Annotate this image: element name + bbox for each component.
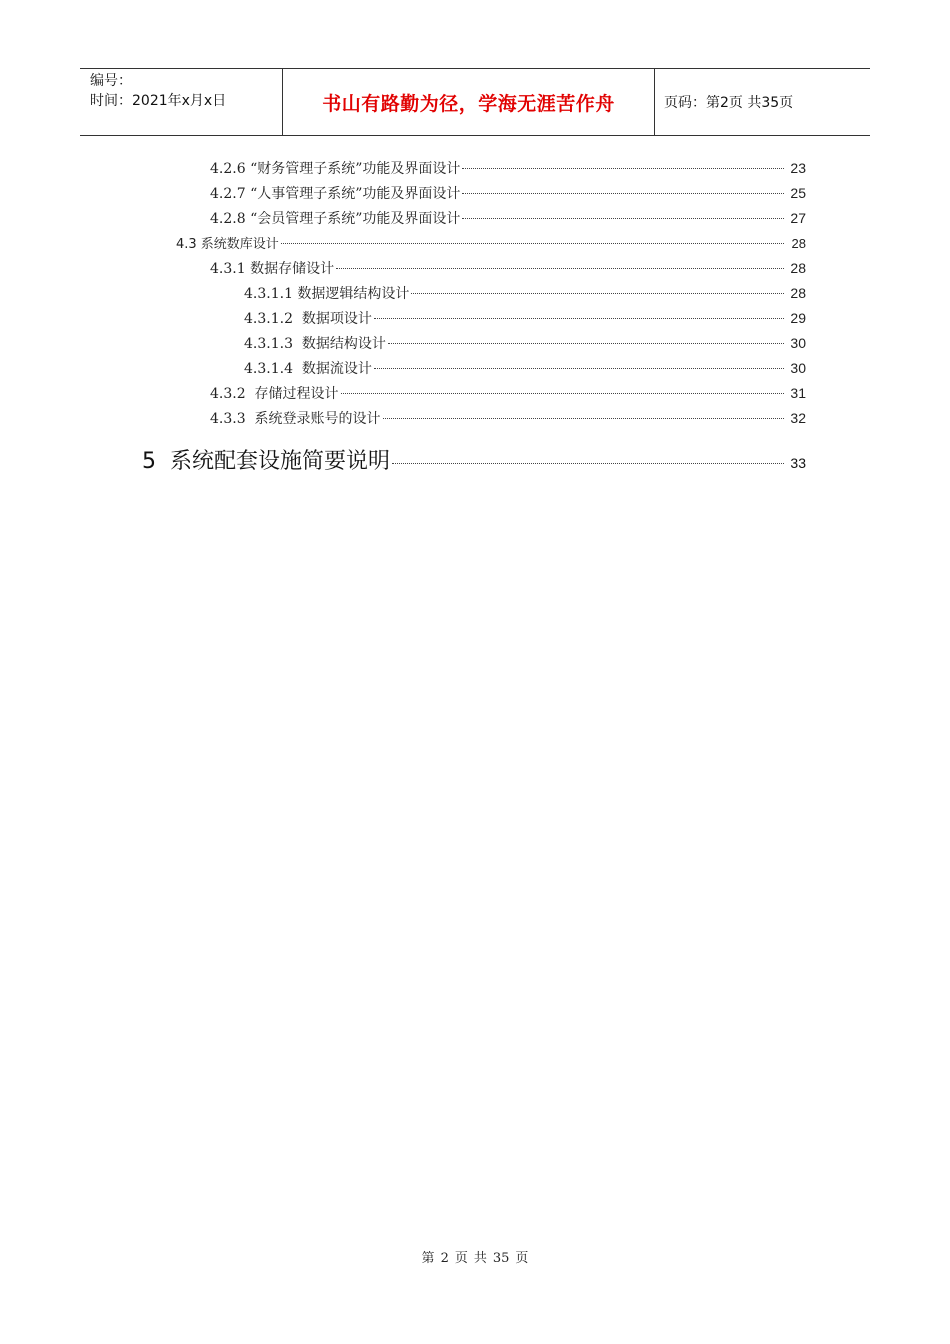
toc-entry-page: 33 <box>790 455 806 471</box>
toc-leader <box>388 343 784 344</box>
toc-entry-title: 4.3.1.4 数据流设计 <box>244 361 372 377</box>
toc-entry[interactable] <box>244 333 806 353</box>
toc-entry[interactable] <box>244 308 806 328</box>
toc-leader <box>462 218 784 219</box>
footer-total-pages: 35 <box>492 1251 510 1266</box>
toc-leader <box>336 268 784 269</box>
toc-entry-page: 28 <box>790 260 806 276</box>
toc-entry[interactable] <box>210 183 806 203</box>
toc-entry-page: 29 <box>790 310 806 326</box>
toc-entry[interactable] <box>244 283 806 303</box>
toc-leader <box>411 293 784 294</box>
footer-total-word: 共 <box>473 1251 487 1266</box>
toc-leader <box>341 393 784 394</box>
toc-leader <box>462 193 784 194</box>
toc-entry-page: 25 <box>790 185 806 201</box>
toc-leader <box>374 368 784 369</box>
toc-entry-title: 4.2.8 “会员管理子系统”功能及界面设计 <box>210 211 461 227</box>
toc-entry[interactable] <box>210 408 806 428</box>
toc-entry[interactable] <box>210 258 806 278</box>
toc-entry[interactable] <box>210 383 806 403</box>
footer-page-number: 2 <box>440 1251 449 1266</box>
header-info <box>80 69 282 135</box>
toc-leader <box>374 318 784 319</box>
toc-entry-page: 28 <box>791 236 806 251</box>
page-footer <box>0 1247 950 1266</box>
header-page-label: 页码：第2页 共35页 <box>664 95 794 111</box>
toc-leader <box>392 463 784 464</box>
toc-entry-title: 4.3.1.1 数据逻辑结构设计 <box>244 286 410 302</box>
toc-entry-page: 28 <box>790 285 806 301</box>
toc-entry-page: 23 <box>790 160 806 176</box>
toc-entry-title: 4.3.1.2 数据项设计 <box>244 311 372 327</box>
toc-leader <box>281 243 784 244</box>
document-number-label: 编号： <box>90 73 132 89</box>
toc-entry-title: 5 系统配套设施简要说明 <box>142 449 390 474</box>
toc-entry-title: 4.3.3 系统登录账号的设计 <box>210 411 381 427</box>
toc-entry-title: 4.2.6 “财务管理子系统”功能及界面设计 <box>210 161 461 177</box>
document-date-label: 时间：2021年x月x日 <box>90 93 227 109</box>
toc-entry[interactable] <box>244 358 806 378</box>
toc-leader <box>462 168 784 169</box>
toc-entry-title: 4.2.7 “人事管理子系统”功能及界面设计 <box>210 186 461 202</box>
toc-entry-page: 32 <box>790 410 806 426</box>
toc-entry-title: 4.3.2 存储过程设计 <box>210 386 339 402</box>
toc-leader <box>383 418 784 419</box>
footer-suffix: 页 <box>515 1251 529 1266</box>
header-motto: 书山有路勤为径，学海无涯苦作舟 <box>282 69 655 135</box>
footer-page-word: 页 <box>454 1251 468 1266</box>
toc-entry-title: 4.3 系统数库设计 <box>176 237 279 252</box>
toc-entry[interactable] <box>210 158 806 178</box>
page-header <box>80 68 870 136</box>
toc-entry-page: 31 <box>790 385 806 401</box>
toc-entry-page: 27 <box>790 210 806 226</box>
toc-entry[interactable] <box>210 208 806 228</box>
toc-entry-title: 4.3.1 数据存储设计 <box>210 261 335 277</box>
toc-chapter-entry[interactable] <box>142 444 806 475</box>
toc-entry-page: 30 <box>790 360 806 376</box>
toc-entry-page: 30 <box>790 335 806 351</box>
footer-prefix: 第 <box>421 1251 435 1266</box>
toc-entry-title: 4.3.1.3 数据结构设计 <box>244 336 386 352</box>
toc-entry[interactable] <box>176 233 806 252</box>
